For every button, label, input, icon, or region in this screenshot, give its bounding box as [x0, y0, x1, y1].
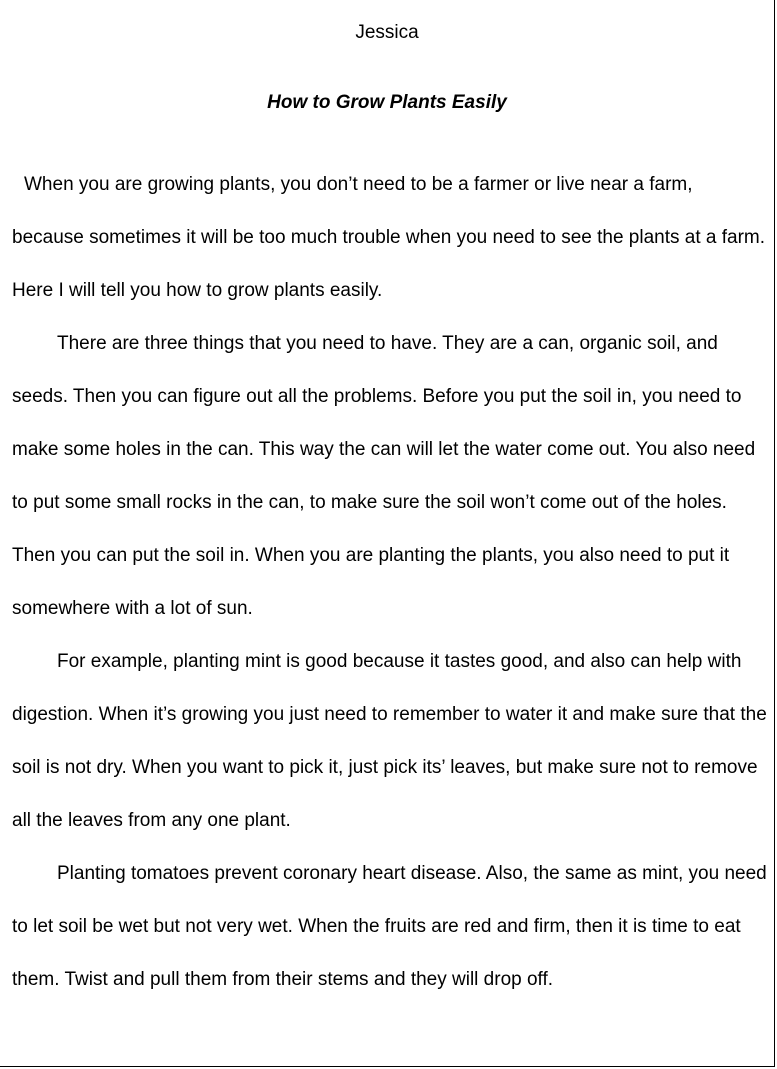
essay-title: How to Grow Plants Easily	[267, 92, 507, 113]
essay-body	[12, 158, 768, 1006]
author-name: Jessica	[355, 22, 419, 43]
paragraph-tomatoes: Planting tomatoes prevent coronary heart disease. Also, the same as mint, you need to let soil be wet but not very wet. When the fruits are red and firm, then it is time to eat them. Twist and pull them from their stems and they will drop off.	[12, 863, 767, 990]
paragraph-intro: When you are growing plants, you don’t need to be a farmer or live near a farm, because sometimes it will be too much trouble when you need to see the plants at a farm. Here I will tell you how to grow plants easily.	[12, 174, 766, 301]
paragraph-mint: For example, planting mint is good because it tastes good, and also can help with digestion. When it’s growing you just need to remember to water it and make sure that the soil is not dry. When you want to pick it, just pick its’ leaves, but make sure not to remove all the leaves from any one plant.	[12, 651, 767, 831]
paragraph-materials: There are three things that you need to have. They are a can, organic soil, and seeds. Then you can figure out all the problems. Before you put the soil in, you need to make some holes in the can. This way the can will let the water come out. You also need to put some small rocks in the can, to make sure the soil won’t come out of the holes. Then you can put the soil in. When you are planting the plants, you also need to put it somewhere with a lot of sun.	[12, 333, 756, 619]
